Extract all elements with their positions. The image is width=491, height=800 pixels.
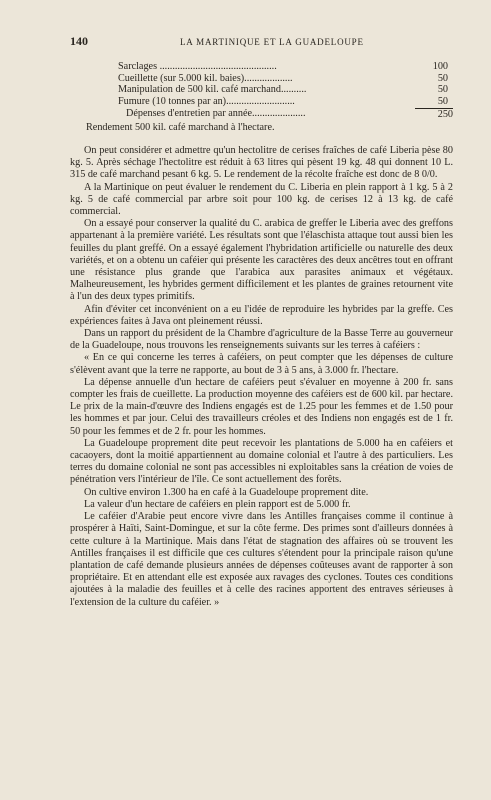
paragraph: On cultive environ 1.300 ha en café à la Guadeloupe proprement dite. — [84, 486, 369, 498]
paragraph: A la Martinique on peut évaluer le rendement du C. Liberia en plein rapport à 1 kg. 5 à 2 kg. 5 de café commercial par arbre soit pour 100 kg. de cerises 12 à 13 kg. de café commercial. — [70, 181, 453, 218]
rendement-line: Rendement 500 kil. café marchand à l'hectare. — [86, 121, 275, 133]
running-header — [70, 34, 453, 49]
cost-label: Cueillette (sur 5.000 kil. baies)................... — [118, 72, 293, 84]
cost-value: 50 — [437, 95, 448, 107]
cost-label: Manipulation de 500 kil. café marchand.......... — [118, 84, 307, 95]
cost-row — [70, 73, 453, 85]
cost-value: 50 — [437, 84, 448, 95]
cost-row — [70, 61, 453, 73]
cost-total-label: Dépenses d'entretien par année..................... — [126, 108, 306, 119]
paragraph: La dépense annuelle d'un hectare de caféiers peut s'évaluer en moyenne à 200 fr. sans compter les frais de cueillette. La production moyenne des caféiers est de 600 kil. par hectare. Le prix de la main-d'œuvre des Indiens engagés est de 1.25 pour les femmes et de 1.50 pour les hommes et par jour. Celui des travailleurs créoles et des Indiens non engagés est de 1 fr. 50 pour les femmes et de 2 fr. pour les hommes. — [70, 376, 453, 437]
paragraph: Afin d'éviter cet inconvénient on a eu l'idée de reproduire les hybrides par la greffe. Ces expériences faites à Java ont pleinement réussi. — [70, 303, 453, 327]
cost-label: Sarclages .............................................. — [118, 61, 277, 72]
paragraph: Dans un rapport du président de la Chambre d'agriculture de la Basse Terre au gouverneur de la Guadeloupe, nous trouvons les renseignements suivants sur les terres à caféiers : — [70, 328, 453, 352]
running-title: LA MARTINIQUE ET LA GUADELOUPE — [180, 37, 364, 47]
paragraph: On peut considérer et admettre qu'un hectolitre de cerises fraîches de café Liberia pèse 80 kg. 5. Après séchage l'hectolitre est réduit à 63 litres qui pèsent 19 kg. 48 qui donnent 10 L. 315 de café marchand pesant 6 kg. 5. Le rendement de la récolte fraîche est donc de 8 0/0. — [70, 145, 453, 181]
cost-table — [70, 61, 453, 133]
paragraph: Le caféier d'Arabie peut encore vivre dans les Antilles françaises comme il continue à prospérer à Haïti, Saint-Domingue, et sur la côte ferme. Des primes sont d'ailleurs données à cette culture à la Martinique. Mais dans l'état de stagnation des affaires où se trouvent les Antilles françaises il est difficile que ces cultures s'étendent pour la principale raison qu'une plantation de café demande plusieurs années de dépenses coûteuses avant de rapporter à son propriétaire. Et en attendant elle est exposée aux ravages des cyclones. Toutes ces conditions ajoutées à la maladie des feuilles et à celle des racines apportent des entraves sérieuses à l'extension de la culture du caféier. » — [70, 511, 453, 608]
cost-row — [70, 84, 453, 96]
cost-total-row — [70, 108, 453, 121]
paragraph: « En ce qui concerne les terres à caféiers, on peut compter que les dépenses de culture s'élèvent avant que la terre ne rapporte, au bout de 3 à 5 ans, à 3.000 fr. l'hectare. — [70, 352, 453, 376]
page-number: 140 — [70, 34, 88, 48]
paragraph: La valeur d'un hectare de caféiers en plein rapport est de 5.000 fr. — [84, 498, 351, 510]
cost-value: 100 — [432, 61, 448, 72]
cost-value: 50 — [437, 72, 448, 84]
cost-total-value: 250 — [415, 108, 453, 121]
paragraph: La Guadeloupe proprement dite peut recevoir les plantations de 5.000 ha en caféiers et cacaoyers, dont la moitié appartiennent au domaine colonial et l'autre à des particuliers. Les terres du domaine colonial ne sont pas accessibles ni exploitables sans la création de voies de pénétration vers l'intérieur de l'île. Ce sont actuellement des forêts. — [70, 437, 453, 486]
cost-label: Fumure (10 tonnes par an)........................... — [118, 95, 295, 107]
paragraph: On a essayé pour conserver la qualité du C. arabica de greffer le Liberia avec des greffons appartenant à la première variété. Les résultats sont que l'élaschista attaque tout aussi bien les feuilles du plant greffé. On a essayé également l'hybridation artificielle ou naturelle des deux variétés, et on a obtenu un caféier qui présente les caractères des deux ancêtres tout en offrant une résistance plus grande que l'arabica aux parasites animaux et végétaux. Malheureusement, les hybrides germent difficilement et les plantes de graines retournent vite à l'un des deux types primitifs. — [70, 218, 453, 303]
cost-row — [70, 96, 453, 108]
body-text — [70, 145, 453, 609]
